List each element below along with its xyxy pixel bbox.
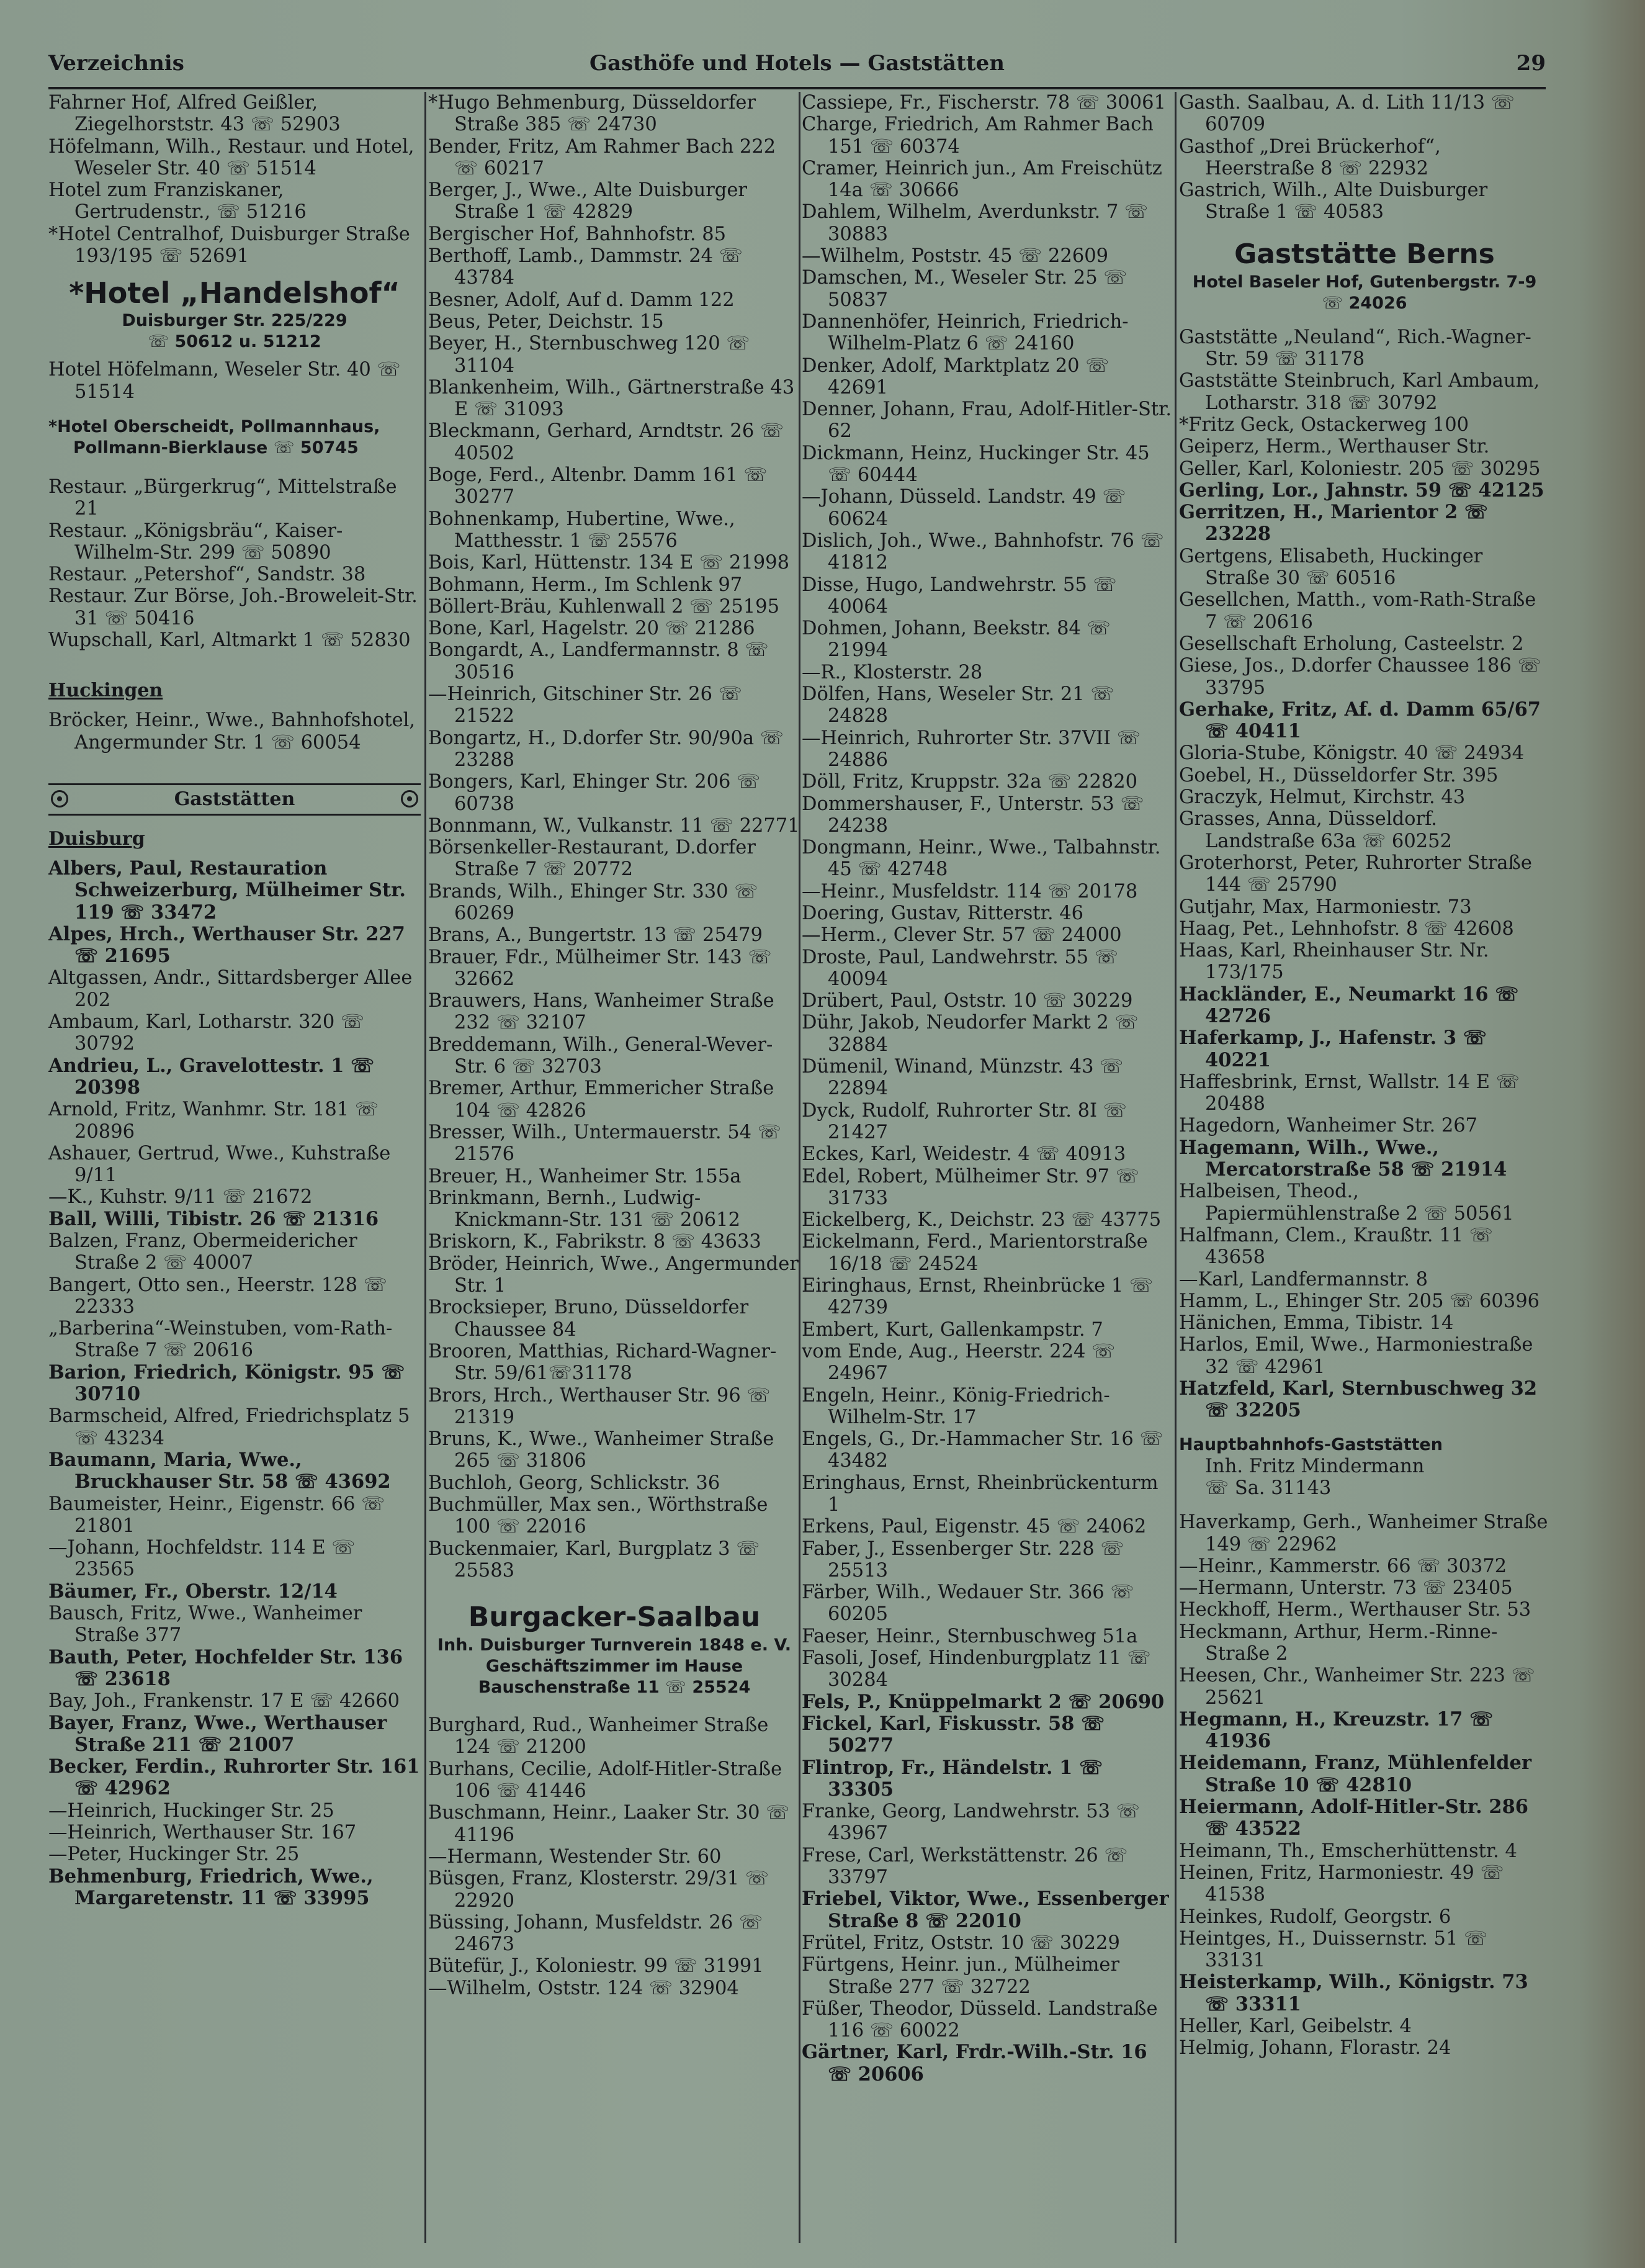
directory-entry: Gasth. Saalbau, A. d. Lith 11/13 ☏ 60709 bbox=[1179, 92, 1515, 136]
directory-entry: Fasoli, Josef, Hindenburgplatz 11 ☏ 30284 bbox=[802, 1647, 1151, 1691]
directory-entry: Baumeister, Heinr., Eigenstr. 66 ☏ 21801 bbox=[48, 1493, 385, 1537]
ad-title: *Hotel „Handelshof“ bbox=[69, 276, 400, 310]
section-banner-gaststaetten: Gaststätten bbox=[48, 783, 421, 816]
directory-entry: Gutjahr, Max, Harmoniestr. 73 bbox=[1179, 896, 1472, 918]
directory-entry: Berger, J., Wwe., Alte Duisburger Straße 1 ☏ 42829 bbox=[428, 179, 747, 223]
directory-entry: Döll, Fritz, Kruppstr. 32a ☏ 22820 bbox=[802, 771, 1138, 793]
directory-entry: —Herm., Clever Str. 57 ☏ 24000 bbox=[802, 924, 1122, 947]
directory-entry: Bois, Karl, Hüttenstr. 134 E ☏ 21998 bbox=[428, 552, 789, 574]
header-title: Gasthöfe und Hotels — Gaststätten bbox=[589, 51, 1005, 76]
directory-entry: Eiringhaus, Ernst, Rheinbrücke 1 ☏ 42739 bbox=[802, 1275, 1154, 1319]
directory-entry: Engeln, Heinr., König-Friedrich-Wilhelm-Str. 17 bbox=[802, 1384, 1110, 1428]
directory-entry: *Hotel Centralhof, Duisburger Straße 193/195 ☏ 52691 bbox=[48, 223, 410, 268]
directory-entry: Bausch, Fritz, Wwe., Wanheimer Straße 377 bbox=[48, 1603, 362, 1647]
directory-entry: Bütefür, J., Koloniestr. 99 ☏ 31991 bbox=[428, 1955, 764, 1978]
directory-entry: Dahlem, Wilhelm, Averdunkstr. 7 ☏ 30883 bbox=[802, 201, 1149, 245]
directory-entry: Büssing, Johann, Musfeldstr. 26 ☏ 24673 bbox=[428, 1911, 763, 1956]
directory-entry: Edel, Robert, Mülheimer Str. 97 ☏ 31733 bbox=[802, 1165, 1139, 1209]
directory-entry: Berthoff, Lamb., Dammstr. 24 ☏ 43784 bbox=[428, 245, 743, 289]
ad-hotel-oberscheidt: *Hotel Oberscheidt, Pollmannhaus, Pollmann-Bierklause ☏ 50745 bbox=[48, 416, 380, 457]
directory-entry: Brooren, Matthias, Richard-Wagner-Str. 59/61☏31178 bbox=[428, 1340, 777, 1385]
directory-entry: Bangert, Otto sen., Heerstr. 128 ☏ 22333 bbox=[48, 1274, 387, 1318]
directory-entry: Bleckmann, Gerhard, Arndtstr. 26 ☏ 40502 bbox=[428, 420, 784, 464]
directory-entry: Heimann, Th., Emscherhüttenstr. 4 bbox=[1179, 1840, 1517, 1862]
directory-entry: Restaur. „Petershof“, Sandstr. 38 bbox=[48, 564, 366, 586]
directory-entry: Heesen, Chr., Wanheimer Str. 223 ☏ 25621 bbox=[1179, 1665, 1535, 1709]
hauptbahnhof-gaststaetten: Hauptbahnhofs-Gaststätten Inh. Fritz Mindermann ☏ Sa. 31143 bbox=[1179, 1434, 1443, 1499]
directory-entry: Ambaum, Karl, Lotharstr. 320 ☏ 30792 bbox=[48, 1011, 365, 1055]
directory-entry: Heiermann, Adolf-Hitler-Str. 286 ☏ 43522 bbox=[1179, 1796, 1529, 1840]
directory-entry: Dohmen, Johann, Beekstr. 84 ☏ 21994 bbox=[802, 618, 1111, 662]
header-left: Verzeichnis bbox=[48, 51, 184, 76]
directory-entry: Bayer, Franz, Wwe., Werthauser Straße 211 ☏ 21007 bbox=[48, 1711, 387, 1756]
directory-entry: Geller, Karl, Koloniestr. 205 ☏ 30295 bbox=[1179, 457, 1541, 480]
directory-entry: Bonnmann, W., Vulkanstr. 11 ☏ 22771 bbox=[428, 814, 800, 837]
directory-entry: Beyer, H., Sternbuschweg 120 ☏ 31104 bbox=[428, 333, 750, 377]
directory-entry: —Heinrich, Werthauser Str. 167 bbox=[48, 1822, 357, 1843]
directory-entry: Heller, Karl, Geibelstr. 4 bbox=[1179, 2015, 1412, 2038]
directory-entry: Buckenmaier, Karl, Burgplatz 3 ☏ 25583 bbox=[428, 1537, 760, 1582]
directory-entry: Franke, Georg, Landwehrstr. 53 ☏ 43967 bbox=[802, 1801, 1140, 1845]
directory-entry: Haffesbrink, Ernst, Wallstr. 14 E ☏ 20488 bbox=[1179, 1071, 1520, 1115]
ad-title: Burgacker-Saalbau bbox=[468, 1601, 761, 1634]
directory-entry: „Barberina“-Weinstuben, vom-Rath-Straße 7 ☏ 20616 bbox=[48, 1318, 393, 1362]
directory-entry: Frese, Carl, Werkstättenstr. 26 ☏ 33797 bbox=[802, 1844, 1128, 1889]
directory-entry: Arnold, Fritz, Wanhmr. Str. 181 ☏ 20896 bbox=[48, 1099, 379, 1143]
directory-entry: Dümenil, Winand, Münzstr. 43 ☏ 22894 bbox=[802, 1056, 1124, 1100]
directory-entry: Gloria-Stube, Königstr. 40 ☏ 24934 bbox=[1179, 742, 1525, 765]
directory-entry: Dickmann, Heinz, Huckinger Str. 45 ☏ 60444 bbox=[802, 442, 1150, 487]
directory-entry: Bröder, Heinrich, Wwe., Angermunder Str. 1 bbox=[428, 1253, 799, 1297]
directory-entry: Heisterkamp, Wilh., Königstr. 73 ☏ 33311 bbox=[1179, 1971, 1528, 2015]
directory-entry: Bergischer Hof, Bahnhofstr. 85 bbox=[428, 223, 727, 245]
directory-entry: —Johann, Düsseld. Landstr. 49 ☏ 60624 bbox=[802, 486, 1126, 530]
directory-entry: Friebel, Viktor, Wwe., Essenberger Straße 8 ☏ 22010 bbox=[802, 1888, 1169, 1932]
directory-entry: Dislich, Joh., Wwe., Bahnhofstr. 76 ☏ 41812 bbox=[802, 529, 1164, 574]
directory-entry: vom Ende, Aug., Heerstr. 224 ☏ 24967 bbox=[802, 1340, 1116, 1385]
directory-entry: Becker, Ferdin., Ruhrorter Str. 161 ☏ 42962 bbox=[48, 1755, 420, 1800]
directory-entry: Eickelmann, Ferd., Marientorstraße 16/18 ☏ 24524 bbox=[802, 1231, 1148, 1275]
directory-entry: Droste, Paul, Landwehrstr. 55 ☏ 40094 bbox=[802, 946, 1119, 990]
directory-entry: Buchmüller, Max sen., Wörthstraße 100 ☏ 22016 bbox=[428, 1494, 768, 1538]
directory-entry: Haferkamp, J., Hafenstr. 3 ☏ 40221 bbox=[1179, 1027, 1487, 1071]
directory-entry: Blankenheim, Wilh., Gärtnerstraße 43 E ☏ 31093 bbox=[428, 376, 795, 421]
directory-entry: Gerritzen, H., Marientor 2 ☏ 23228 bbox=[1179, 501, 1488, 546]
ad-gaststaette-berns: Gaststätte Berns Hotel Baseler Hof, Gutenbergstr. 7-9 ☏ 24026 bbox=[1179, 223, 1550, 326]
directory-entry: Gaststätte „Neuland“, Rich.-Wagner-Str. 59 ☏ 31178 bbox=[1179, 326, 1531, 371]
directory-entry: Heckhoff, Herm., Werthauser Str. 53 bbox=[1179, 1599, 1531, 1621]
directory-entry: Hackländer, E., Neumarkt 16 ☏ 42726 bbox=[1179, 983, 1519, 1027]
directory-entry: Breddemann, Wilh., General-Wever-Str. 6 ☏ 32703 bbox=[428, 1033, 773, 1078]
directory-entry: Fickel, Karl, Fiskusstr. 58 ☏ 50277 bbox=[802, 1712, 1105, 1757]
directory-entry: Briskorn, K., Fabrikstr. 8 ☏ 43633 bbox=[428, 1231, 761, 1253]
directory-entry: Barmscheid, Alfred, Friedrichsplatz 5 ☏ 43234 bbox=[48, 1405, 410, 1449]
directory-entry: Bohnenkamp, Hubertine, Wwe., Matthesstr. 1 ☏ 25576 bbox=[428, 508, 735, 552]
directory-entry: Hotel Höfelmann, Weseler Str. 40 ☏ 51514 bbox=[48, 359, 401, 403]
column-1 bbox=[48, 92, 421, 2243]
directory-entry: Andrieu, L., Gravelottestr. 1 ☏ 20398 bbox=[48, 1054, 375, 1099]
directory-entry: Bongers, Karl, Ehinger Str. 206 ☏ 60738 bbox=[428, 771, 761, 815]
directory-entry: Embert, Kurt, Gallenkampstr. 7 bbox=[802, 1318, 1103, 1341]
directory-entry: Gesellchen, Matth., vom-Rath-Straße 7 ☏ 20616 bbox=[1179, 589, 1536, 633]
directory-entry: —R., Klosterstr. 28 bbox=[802, 661, 983, 683]
page-header bbox=[48, 51, 1546, 82]
directory-entry: Gertgens, Elisabeth, Huckinger Straße 30 ☏ 60516 bbox=[1179, 545, 1483, 590]
directory-entry: Brocksieper, Bruno, Düsseldorfer Chaussee 84 bbox=[428, 1297, 749, 1341]
directory-entry: —Wilhelm, Poststr. 45 ☏ 22609 bbox=[802, 245, 1109, 268]
directory-entry: —Wilhelm, Oststr. 124 ☏ 32904 bbox=[428, 1977, 739, 1999]
directory-entry: Charge, Friedrich, Am Rahmer Bach 151 ☏ 60374 bbox=[802, 114, 1154, 158]
directory-entry: Bresser, Wilh., Untermauerstr. 54 ☏ 21576 bbox=[428, 1121, 781, 1166]
directory-entry: Hagedorn, Wanheimer Str. 267 bbox=[1179, 1115, 1478, 1137]
directory-entry: Bongartz, H., D.dorfer Str. 90/90a ☏ 23288 bbox=[428, 727, 784, 771]
directory-entry: —Karl, Landfermannstr. 8 bbox=[1179, 1268, 1428, 1290]
directory-entry: Bröcker, Heinr., Wwe., Bahnhofshotel, Angermunder Str. 1 ☏ 60054 bbox=[48, 709, 416, 754]
directory-entry: Cramer, Heinrich jun., Am Freischütz 14a ☏ 30666 bbox=[802, 157, 1162, 202]
directory-entry: Fürtgens, Heinr. jun., Mülheimer Straße 277 ☏ 32722 bbox=[802, 1954, 1120, 1998]
directory-entry: Dühr, Jakob, Neudorfer Markt 2 ☏ 32884 bbox=[802, 1012, 1139, 1056]
directory-entry: Hagemann, Wilh., Wwe., Mercatorstraße 58 ☏ 21914 bbox=[1179, 1136, 1507, 1181]
header-rule bbox=[48, 87, 1546, 89]
directory-entry: Burghard, Rud., Wanheimer Straße 124 ☏ 21200 bbox=[428, 1714, 769, 1758]
directory-entry: Gastrich, Wilh., Alte Duisburger Straße 1 ☏ 40583 bbox=[1179, 179, 1488, 223]
ad-title: Gaststätte Berns bbox=[1234, 238, 1495, 270]
directory-entry: Füßer, Theodor, Düsseld. Landstraße 116 ☏ 60022 bbox=[802, 1997, 1158, 2042]
directory-entry: Gerhake, Fritz, Af. d. Damm 65/67 ☏ 40411 bbox=[1179, 698, 1541, 743]
directory-entry: Flintrop, Fr., Händelstr. 1 ☏ 33305 bbox=[802, 1756, 1103, 1801]
directory-entry: —Heinrich, Huckinger Str. 25 bbox=[48, 1799, 334, 1822]
bullet-icon bbox=[51, 790, 68, 808]
directory-entry: Gerling, Lor., Jahnstr. 59 ☏ 42125 bbox=[1179, 479, 1544, 502]
directory-entry: Damschen, M., Weseler Str. 25 ☏ 50837 bbox=[802, 267, 1127, 311]
directory-entry: Cassiepe, Fr., Fischerstr. 78 ☏ 30061 bbox=[802, 92, 1166, 114]
directory-entry: Giese, Jos., D.dorfer Chaussee 186 ☏ 33795 bbox=[1179, 655, 1541, 699]
directory-entry: —Heinrich, Ruhrorter Str. 37VII ☏ 24886 bbox=[802, 727, 1141, 771]
directory-entry: Dölfen, Hans, Weseler Str. 21 ☏ 24828 bbox=[802, 683, 1114, 727]
directory-entry: Buchloh, Georg, Schlickstr. 36 bbox=[428, 1472, 720, 1494]
directory-entry: —Hermann, Unterstr. 73 ☏ 23405 bbox=[1179, 1577, 1513, 1600]
directory-entry: *Fritz Geck, Ostackerweg 100 bbox=[1179, 413, 1469, 436]
directory-entry: Disse, Hugo, Landwehrstr. 55 ☏ 40064 bbox=[802, 574, 1117, 618]
directory-entry: Denker, Adolf, Marktplatz 20 ☏ 42691 bbox=[802, 354, 1109, 398]
directory-entry: Erkens, Paul, Eigenstr. 45 ☏ 24062 bbox=[802, 1516, 1147, 1538]
directory-entry: Heinkes, Rudolf, Georgstr. 6 bbox=[1179, 1906, 1451, 1928]
directory-entry: Balzen, Franz, Obermeidericher Straße 2 ☏ 40007 bbox=[48, 1230, 357, 1274]
directory-entry: Restaur. „Königsbräu“, Kaiser-Wilhelm-Str. 299 ☏ 50890 bbox=[48, 520, 343, 564]
directory-entry: Breuer, H., Wanheimer Str. 155a bbox=[428, 1165, 742, 1187]
directory-entry: Bone, Karl, Hagelstr. 20 ☏ 21286 bbox=[428, 618, 755, 640]
directory-entry: Beus, Peter, Deichstr. 15 bbox=[428, 310, 664, 333]
directory-entry: Heintges, H., Duissernstr. 51 ☏ 33131 bbox=[1179, 1927, 1488, 1972]
directory-entry: *Hugo Behmenburg, Düsseldorfer Straße 385 ☏ 24730 bbox=[428, 92, 756, 136]
directory-entry: Färber, Wilh., Wedauer Str. 366 ☏ 60205 bbox=[802, 1582, 1134, 1626]
section-duisburg: Duisburg bbox=[48, 827, 145, 850]
directory-entry: Buschmann, Heinr., Laaker Str. 30 ☏ 41196 bbox=[428, 1802, 790, 1846]
directory-entry: Hotel zum Franziskaner, Gertrudenstr., ☏ 51216 bbox=[48, 179, 307, 223]
directory-entry: Frütel, Fritz, Oststr. 10 ☏ 30229 bbox=[802, 1932, 1120, 1954]
bullet-icon bbox=[401, 790, 418, 808]
directory-entry: Boge, Ferd., Altenbr. Damm 161 ☏ 30277 bbox=[428, 464, 768, 508]
directory-entry: Halfmann, Clem., Kraußtr. 11 ☏ 43658 bbox=[1179, 1224, 1493, 1269]
column-divider bbox=[424, 92, 426, 2243]
directory-entry: Heckmann, Arthur, Herm.-Rinne-Straße 2 bbox=[1179, 1621, 1498, 1665]
directory-entry: Bay, Joh., Frankenstr. 17 E ☏ 42660 bbox=[48, 1690, 400, 1712]
directory-entry: Restaur. Zur Börse, Joh.-Broweleit-Str. 31 ☏ 50416 bbox=[48, 585, 418, 629]
directory-entry: Faeser, Heinr., Sternbuschweg 51a bbox=[802, 1625, 1138, 1647]
directory-entry: Restaur. „Bürgerkrug“, Mittelstraße 21 bbox=[48, 475, 397, 520]
directory-entry: Gärtner, Karl, Frdr.-Wilh.-Str. 16 ☏ 20606 bbox=[802, 2041, 1147, 2086]
directory-entry: Börsenkeller-Restaurant, D.dorfer Straße 7 ☏ 20772 bbox=[428, 837, 756, 881]
ad-hotel-handelshof: *Hotel „Handelshof“ Duisburger Str. 225/229 ☏ 50612 u. 51212 bbox=[48, 267, 421, 359]
page-number: 29 bbox=[1516, 51, 1546, 76]
directory-entry: Drübert, Paul, Oststr. 10 ☏ 30229 bbox=[802, 990, 1133, 1012]
section-huckingen: Huckingen bbox=[48, 680, 163, 702]
directory-entry: Brinkmann, Bernh., Ludwig-Knickmann-Str. 131 ☏ 20612 bbox=[428, 1187, 740, 1231]
directory-entry: Barion, Friedrich, Königstr. 95 ☏ 30710 bbox=[48, 1361, 405, 1406]
directory-entry: —K., Kuhstr. 9/11 ☏ 21672 bbox=[48, 1186, 313, 1208]
directory-entry: Brors, Hrch., Werthauser Str. 96 ☏ 21319 bbox=[428, 1384, 771, 1428]
directory-entry: Groterhorst, Peter, Ruhrorter Straße 144 ☏ 25790 bbox=[1179, 852, 1532, 896]
column-2 bbox=[428, 92, 800, 2243]
directory-entry: Bäumer, Fr., Oberstr. 12/14 bbox=[48, 1580, 338, 1603]
directory-entry: Fahrner Hof, Alfred Geißler, Ziegelhorststr. 43 ☏ 52903 bbox=[48, 92, 341, 136]
directory-entry: —Heinr., Musfeldstr. 114 ☏ 20178 bbox=[802, 880, 1138, 902]
directory-entry: Dongmann, Heinr., Wwe., Talbahnstr. 45 ☏ 42748 bbox=[802, 837, 1161, 881]
directory-entry: Altgassen, Andr., Sittardsberger Allee 202 bbox=[48, 967, 413, 1011]
directory-entry: Harlos, Emil, Wwe., Harmoniestraße 32 ☏ 42961 bbox=[1179, 1334, 1533, 1378]
directory-entry: Eickelberg, K., Deichstr. 23 ☏ 43775 bbox=[802, 1209, 1162, 1231]
column-divider bbox=[1175, 92, 1177, 2243]
directory-entry: Brands, Wilh., Ehinger Str. 330 ☏ 60269 bbox=[428, 880, 758, 924]
directory-entry: Brans, A., Bungertstr. 13 ☏ 25479 bbox=[428, 924, 763, 947]
directory-entry: Eringhaus, Ernst, Rheinbrückenturm 1 bbox=[802, 1472, 1159, 1516]
directory-entry: Haverkamp, Gerh., Wanheimer Straße 149 ☏ 22962 bbox=[1179, 1511, 1548, 1555]
directory-entry: Behmenburg, Friedrich, Wwe., Margaretenstr. 11 ☏ 33995 bbox=[48, 1865, 374, 1909]
directory-entry: —Heinr., Kammerstr. 66 ☏ 30372 bbox=[1179, 1555, 1507, 1577]
directory-entry: Gasthof „Drei Brückerhof“, Heerstraße 8 ☏ 22932 bbox=[1179, 135, 1441, 179]
directory-entry: Bruns, K., Wwe., Wanheimer Straße 265 ☏ 31806 bbox=[428, 1428, 774, 1472]
directory-entry: Alpes, Hrch., Werthauser Str. 227 ☏ 21695 bbox=[48, 922, 405, 968]
directory-entry: Bohmann, Herm., Im Schlenk 97 bbox=[428, 574, 743, 596]
directory-entry: Brauer, Fdr., Mülheimer Str. 143 ☏ 32662 bbox=[428, 946, 772, 990]
directory-entry: Dommershauser, F., Unterstr. 53 ☏ 24238 bbox=[802, 793, 1144, 837]
column-4 bbox=[1179, 92, 1550, 2243]
directory-entry: Halbeisen, Theod., Papiermühlenstraße 2 ☏ 50561 bbox=[1179, 1181, 1514, 1225]
directory-entry: Böllert-Bräu, Kuhlenwall 2 ☏ 25195 bbox=[428, 595, 779, 618]
directory-entry: Engels, G., Dr.-Hammacher Str. 16 ☏ 43482 bbox=[802, 1428, 1163, 1472]
directory-entry: Fels, P., Knüppelmarkt 2 ☏ 20690 bbox=[802, 1690, 1165, 1713]
directory-entry: Faber, J., Essenberger Str. 228 ☏ 25513 bbox=[802, 1537, 1124, 1582]
directory-entry: Hatzfeld, Karl, Sternbuschweg 32 ☏ 32205 bbox=[1179, 1377, 1538, 1422]
directory-entry: Gaststätte Steinbruch, Karl Ambaum, Lotharstr. 318 ☏ 30792 bbox=[1179, 370, 1540, 414]
directory-entry: Geiperz, Herm., Werthauser Str. bbox=[1179, 436, 1490, 458]
directory-entry: Ball, Willi, Tibistr. 26 ☏ 21316 bbox=[48, 1207, 379, 1230]
directory-entry: Baumann, Maria, Wwe., Bruckhauser Str. 58 ☏ 43692 bbox=[48, 1448, 391, 1493]
directory-entry: Dannenhöfer, Heinrich, Friedrich-Wilhelm-Platz 6 ☏ 24160 bbox=[802, 310, 1129, 355]
directory-entry: Burhans, Cecilie, Adolf-Hitler-Straße 106 ☏ 41446 bbox=[428, 1758, 782, 1802]
directory-entry: Eckes, Karl, Weidestr. 4 ☏ 40913 bbox=[802, 1143, 1126, 1166]
directory-entry: —Heinrich, Gitschiner Str. 26 ☏ 21522 bbox=[428, 683, 742, 727]
directory-entry: —Hermann, Westender Str. 60 bbox=[428, 1845, 722, 1868]
directory-entry: Besner, Adolf, Auf d. Damm 122 bbox=[428, 289, 735, 311]
directory-entry: Helmig, Johann, Florastr. 24 bbox=[1179, 2037, 1451, 2059]
directory-entry: Wupschall, Karl, Altmarkt 1 ☏ 52830 bbox=[48, 629, 411, 652]
directory-entry: Goebel, H., Düsseldorfer Str. 395 bbox=[1179, 764, 1499, 786]
directory-entry: Bauth, Peter, Hochfelder Str. 136 ☏ 23618 bbox=[48, 1645, 403, 1690]
directory-entry: Albers, Paul, Restauration Schweizerburg, Mülheimer Str. 119 ☏ 33472 bbox=[48, 857, 406, 924]
directory-entry: Graczyk, Helmut, Kirchstr. 43 bbox=[1179, 786, 1466, 809]
directory-entry: Bender, Fritz, Am Rahmer Bach 222 ☏ 60217 bbox=[428, 135, 776, 179]
directory-entry: Bremer, Arthur, Emmericher Straße 104 ☏ 42826 bbox=[428, 1078, 774, 1122]
directory-entry: Hamm, L., Ehinger Str. 205 ☏ 60396 bbox=[1179, 1290, 1540, 1312]
directory-entry: Heinen, Fritz, Harmoniestr. 49 ☏ 41538 bbox=[1179, 1861, 1504, 1906]
directory-entry: —Johann, Hochfeldstr. 114 E ☏ 23565 bbox=[48, 1537, 356, 1581]
directory-entry: Büsgen, Franz, Klosterstr. 29/31 ☏ 22920 bbox=[428, 1868, 769, 1912]
directory-entry: Heidemann, Franz, Mühlenfelder Straße 10 ☏ 42810 bbox=[1179, 1752, 1532, 1796]
directory-entry: Hänichen, Emma, Tibistr. 14 bbox=[1179, 1312, 1454, 1334]
directory-entry: —Peter, Huckinger Str. 25 bbox=[48, 1843, 300, 1866]
directory-entry: Ashauer, Gertrud, Wwe., Kuhstraße 9/11 bbox=[48, 1142, 391, 1187]
directory-entry: Bongardt, A., Landfermannstr. 8 ☏ 30516 bbox=[428, 639, 769, 683]
directory-entry: Doering, Gustav, Ritterstr. 46 bbox=[802, 902, 1084, 924]
directory-entry: Brauwers, Hans, Wanheimer Straße 232 ☏ 32107 bbox=[428, 990, 774, 1034]
directory-entry: Grasses, Anna, Düsseldorf. Landstraße 63a ☏ 60252 bbox=[1179, 808, 1452, 852]
directory-entry: Gesellschaft Erholung, Casteelstr. 2 bbox=[1179, 632, 1524, 655]
directory-entry: Höfelmann, Wilh., Restaur. und Hotel, Weseler Str. 40 ☏ 51514 bbox=[48, 135, 415, 179]
directory-entry: Haas, Karl, Rheinhauser Str. Nr. 173/175 bbox=[1179, 940, 1489, 984]
column-3 bbox=[802, 92, 1173, 2243]
directory-entry: Haag, Pet., Lehnhofstr. 8 ☏ 42608 bbox=[1179, 917, 1514, 940]
directory-entry: Hegmann, H., Kreuzstr. 17 ☏ 41936 bbox=[1179, 1708, 1494, 1753]
directory-entry: Dyck, Rudolf, Ruhrorter Str. 8I ☏ 21427 bbox=[802, 1099, 1127, 1143]
directory-entry: Denner, Johann, Frau, Adolf-Hitler-Str. 62 bbox=[802, 398, 1172, 443]
ad-burgacker-saalbau: Burgacker-Saalbau Inh. Duisburger Turnverein 1848 e. V. Geschäftszimmer im Hause Bauschenstraße 11 ☏ 25524 bbox=[428, 1582, 800, 1714]
